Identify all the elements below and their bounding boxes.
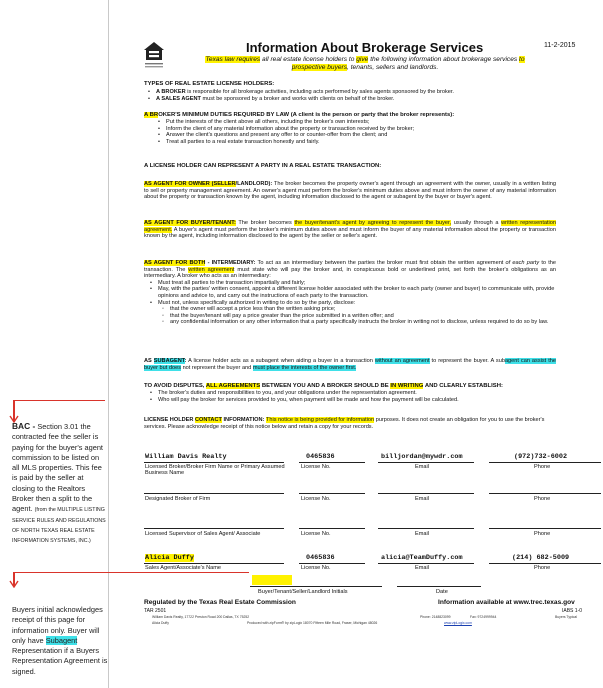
supervisor-license-label: License No. [301, 531, 331, 537]
agent-email-field[interactable]: alicia@TeamDuffy.com [381, 554, 463, 562]
agent-license-line [299, 563, 365, 564]
agent-email-label: Email [415, 565, 429, 571]
footer-firm: William Davis Realty, 17722 Preston Road 200 Dallas, TX 75252 [152, 615, 250, 619]
agent-name-line [144, 563, 284, 564]
designated-phone-label: Phone [534, 496, 551, 502]
arrow-down-icon [9, 580, 19, 588]
list-item: • Must treat all parties to the transaction impartially and fairly; [158, 280, 556, 287]
initials-line [250, 586, 382, 587]
broker-email-line [378, 462, 474, 463]
initials-label: Buyer/Tenant/Seller/Landlord Initials [258, 589, 348, 595]
list-item: • The broker's duties and responsibilities to you, and your obligations under the representation agreement. [158, 390, 556, 397]
equal-housing-opportunity-icon [143, 40, 165, 70]
list-item: • Who will pay the broker for services provided to you, when payment will be made and how the payment will be calculated. [158, 397, 556, 404]
agent-email-line [378, 563, 474, 564]
designated-email-line [378, 493, 474, 494]
footer-phone: Phone: 2148823099 [420, 615, 451, 619]
date-label: Date [436, 589, 448, 595]
annotation-connector [13, 572, 249, 573]
footer-fax: Fax: 9724999944 [470, 615, 497, 619]
page-title: Information About Brokerage Services [246, 40, 484, 55]
initials-box[interactable] [252, 575, 292, 585]
broker-name-line [144, 462, 284, 463]
contact-section: LICENSE HOLDER CONTACT INFORMATION: This notice is being provided for information purposes. It does not create an obligation for you to use the broker's services. Please acknowledge receipt of this notice below and retain a copy for your records. [144, 417, 545, 430]
types-heading: TYPES OF REAL ESTATE LICENSE HOLDERS: [144, 81, 275, 87]
designated-phone-line [489, 493, 601, 494]
form-date: 11-2-2015 [544, 42, 576, 49]
subagent-section: AS SUBAGENT: A license holder acts as a subagent when aiding a buyer in a transaction without an agreement to represent the buyer. A subagent can assist the buyer but does not represent the buyer and must place the interests of the owner first. [144, 358, 556, 371]
types-section [144, 81, 556, 102]
owner-section: AS AGENT FOR OWNER (SELLER/LANDLORD): The broker becomes the property owner's agent through an agreement with the owner, usually in a written listing to sell or property management agreement. An owner's agent must perform the broker's minimum duties above and must inform the owner of any material information about the property or transaction known by the agent, including information disclosed to the agent or subagent by the buyer or buyer's agent. [144, 181, 556, 201]
designated-license-line [299, 493, 365, 494]
list-item: • A BROKER is responsible for all brokerage activities, including acts performed by sales agents sponsored by the broker. [156, 89, 556, 96]
supervisor-name-label: Licensed Supervisor of Sales Agent/ Associate [145, 531, 261, 537]
agent-name-label: Sales Agent/Associate's Name [145, 565, 222, 571]
designated-name-label: Designated Broker of Firm [145, 496, 211, 502]
buyers-annotation: Buyers initial acknowledges receipt of this page for information only. Buyer will only have Subagent Representation if a Buyers Representation Agreement is signed. [12, 605, 108, 676]
footer-form-name: Buyers Typical [555, 615, 577, 619]
disputes-section [144, 383, 556, 403]
broker-phone-line [489, 462, 601, 463]
agent-name-field[interactable]: Alicia Duffy [145, 554, 194, 562]
supervisor-email-label: Email [415, 531, 429, 537]
designated-license-label: License No. [301, 496, 331, 502]
trec-info: Information available at www.trec.texas.gov [438, 599, 575, 606]
iabs-number: IABS 1-0 [562, 608, 583, 614]
agent-phone-label: Phone [534, 565, 551, 571]
designated-email-label: Email [415, 496, 429, 502]
buyer-section: AS AGENT FOR BUYER/TENANT: The broker becomes the buyer/tenant's agent by agreeing to represent the buyer, usually through a written representation agreement. A buyer's agent must perform the broker's minimum duties above and must inform the buyer of any material information about the property or transaction known by the agent, including information disclosed to the agent by the seller or seller's agent. [144, 220, 556, 240]
agent-license-field[interactable]: 0465836 [306, 554, 335, 562]
list-item: • Put the interests of the client above all others, including the broker's own interests; [166, 119, 556, 126]
list-item: • Inform the client of any material information about the property or transaction received by the broker; [166, 126, 556, 133]
broker-license-label: License No. [301, 464, 331, 470]
tar-number: TAR 2501 [144, 608, 167, 614]
supervisor-phone-line [489, 528, 601, 529]
list-item: • Must not, unless specifically authorized in writing to do so by the party, disclose: [158, 300, 556, 307]
agent-phone-field[interactable]: (214) 682-5009 [512, 554, 570, 562]
list-item: ◦ that the owner will accept a price less than the written asking price; [170, 306, 556, 313]
intermediary-section: AS AGENT FOR BOTH - INTERMEDIARY: To act as an intermediary between the parties the broker must first obtain the written agreement of each party to the transaction. The written agreement must state who will pay the broker and, in conspicuous bold or underlined print, set forth the broker's obligations as an intermediary. A broker who acts as an intermediary: • Must treat all parties to the transaction impartially and fairly; • May, with the parties' written consent, appoint a different license holder associated with the broker to each party (owner and buyer) to communicate with, provide opinions and advice to, and carry out the instructions of each party to the transaction. • Must not, unless specifically authorized in writing to do so by the party, disclose: ◦ that the owner will accept a price less than the written asking price; ◦ that the buyer/tenant will pay a price greater than the price submitted in a written offer; and ◦ any confidential information or any other information that a party specifically instructs the broker in writing not to disclose, unless required to do so by law. [144, 260, 556, 326]
broker-phone-field[interactable]: (972)732-6002 [514, 453, 568, 461]
supervisor-phone-label: Phone [534, 531, 551, 537]
list-item: • Answer the client's questions and present any offer to or counter-offer from the client; and [166, 132, 556, 139]
supervisor-license-line [299, 528, 365, 529]
disputes-heading: TO AVOID DISPUTES, ALL AGREEMENTS BETWEEN YOU AND A BROKER SHOULD BE IN WRITING AND CLEARLY ESTABLISH: [144, 383, 503, 389]
intro-text: Texas law requires all real estate license holders to give the following information about brokerage services to prospective buyers, tenants, sellers and landlords. [205, 56, 525, 72]
agent-license-label: License No. [301, 565, 331, 571]
broker-license-line [299, 462, 365, 463]
regulated-text: Regulated by the Texas Real Estate Commission [144, 599, 296, 606]
supervisor-email-line [378, 528, 474, 529]
footer-agent: Alicia Duffy [152, 621, 169, 625]
ziplogix-link[interactable]: www.zipLogix.com [444, 621, 472, 625]
represent-heading: A LICENSE HOLDER CAN REPRESENT A PARTY IN A REAL ESTATE TRANSACTION: [144, 163, 382, 169]
footer-produced: Produced with zipForm® by zipLogix 18070 Fifteen Mile Road, Fraser, Michigan 48026 [247, 621, 378, 625]
designated-name-line [144, 493, 284, 494]
date-line [397, 586, 481, 587]
list-item: • May, with the parties' written consent, appoint a different license holder associated with the broker to each party (owner and buyer) to communicate with, provide opinions and advice to, and carry out the instructions of each party to the transaction. [158, 286, 556, 299]
list-item: ◦ that the buyer/tenant will pay a price greater than the price submitted in a written offer; and [170, 313, 556, 320]
agent-phone-line [489, 563, 601, 564]
duties-section [144, 112, 556, 145]
broker-email-label: Email [415, 464, 429, 470]
list-item: ◦ any confidential information or any other information that a party specifically instructs the broker in writing not to disclose, unless required to do so by law. [170, 319, 556, 326]
broker-phone-label: Phone [534, 464, 551, 470]
annotation-connector [13, 400, 105, 401]
duties-heading: A BROKER'S MINIMUM DUTIES REQUIRED BY LAW (A client is the person or party that the broker represents): [144, 112, 455, 118]
broker-email-field[interactable]: billjordan@mywdr.com [381, 453, 463, 461]
broker-license-field[interactable]: 0465836 [306, 453, 335, 461]
broker-name-field[interactable]: William Davis Realty [145, 453, 227, 461]
list-item: • A SALES AGENT must be sponsored by a broker and works with clients on behalf of the broker. [156, 96, 556, 103]
supervisor-name-line [144, 528, 284, 529]
list-item: • Treat all parties to a real estate transaction honestly and fairly. [166, 139, 556, 146]
bac-annotation: BAC - Section 3.01 the contracted fee the seller is paying for the buyer's agent commission to be listed on all MLS properties. This fee is paid by the seller at closing to the Realtors Broker then a split to the agent. (from the MULTIPLE LISTING SERVICE RULES AND REGULATIONS OF NORTH TEXAS REAL ESTATE INFORMATION SYSTEMS, INC.) [12, 421, 106, 545]
broker-name-label: Licensed Broker/Broker Firm Name or Primary Assumed Business Name [145, 464, 285, 477]
page-edge [108, 0, 109, 688]
